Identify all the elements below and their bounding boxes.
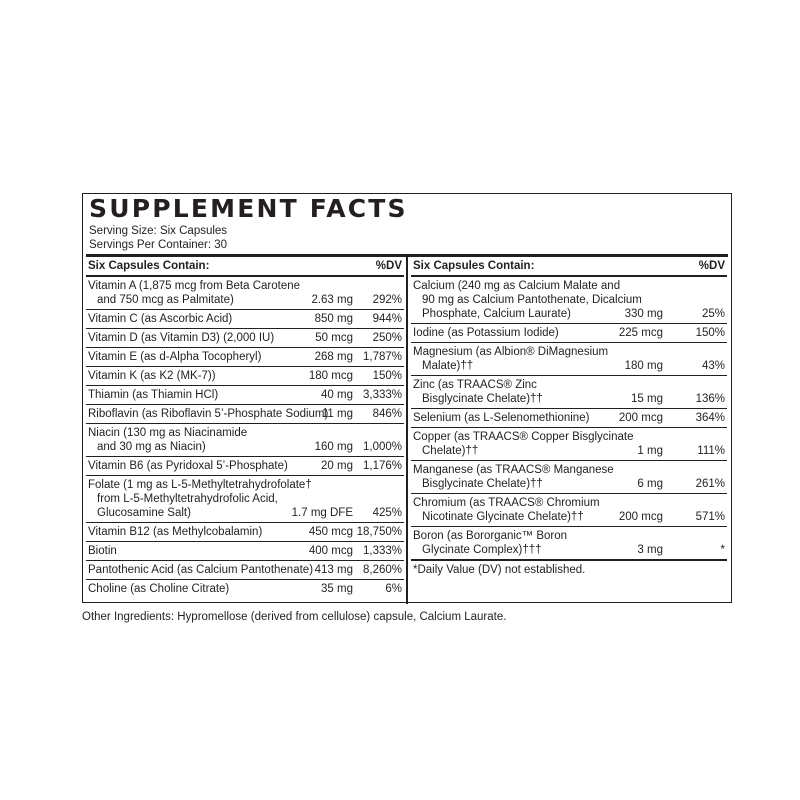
- nutrient-name-line: Vitamin K (as K2 (MK-7)): [88, 370, 216, 382]
- nutrient-name: [411, 409, 727, 427]
- nutrient-amount: 50 mcg: [315, 332, 353, 344]
- other-ingredients: Other Ingredients: Hypromellose (derived from cellulose) capsule, Calcium Laurate.: [82, 611, 507, 623]
- nutrient-name-line: Chromium (as TRAACS® Chromium: [413, 497, 600, 509]
- nutrient-dv: 250%: [372, 332, 402, 344]
- nutrient-amount: 160 mg: [314, 441, 353, 453]
- nutrient-amount: 1.7 mg DFE: [291, 507, 353, 519]
- nutrient-dv: 25%: [701, 308, 725, 320]
- nutrient-amount: 20 mg: [321, 460, 353, 472]
- panel-title: SUPPLEMENT FACTS: [89, 194, 408, 223]
- nutrient-name-line: Copper (as TRAACS® Copper Bisglycinate: [413, 431, 634, 443]
- column-divider: [406, 254, 408, 604]
- nutrient-amount: 180 mg: [624, 360, 663, 372]
- nutrient-name: [86, 476, 404, 522]
- nutrient-name-line: Vitamin A (1,875 mcg from Beta Carotene: [88, 280, 301, 292]
- nutrient-dv: 846%: [372, 408, 402, 420]
- nutrient-dv: 261%: [695, 478, 725, 490]
- nutrient-dv: 6%: [385, 583, 402, 595]
- nutrient-row: [86, 561, 404, 580]
- nutrient-amount: 850 mg: [314, 313, 353, 325]
- nutrient-dv: 944%: [372, 313, 402, 325]
- nutrient-name-line: Choline (as Choline Citrate): [88, 583, 230, 595]
- nutrient-amount: 450 mcg: [308, 526, 353, 538]
- left-header-label: Six Capsules Contain:: [88, 260, 210, 272]
- nutrient-name-line: Selenium (as L-Selenomethionine): [413, 412, 590, 424]
- nutrient-row: [86, 405, 404, 424]
- nutrient-dv: 571%: [695, 511, 725, 523]
- nutrient-amount: 35 mg: [321, 583, 353, 595]
- nutrient-name-line: Manganese (as TRAACS® Manganese: [413, 464, 614, 476]
- nutrient-amount: 225 mcg: [618, 327, 663, 339]
- nutrient-name-line: Pantothenic Acid (as Calcium Pantothenate): [88, 564, 314, 576]
- nutrient-name: [86, 367, 404, 385]
- nutrient-row: [86, 542, 404, 561]
- nutrient-amount: 413 mg: [314, 564, 353, 576]
- nutrient-name-line: Glucosamine Salt): [97, 507, 191, 519]
- nutrient-row: [411, 324, 727, 343]
- nutrient-amount: 15 mg: [631, 393, 663, 405]
- nutrient-name-line: Malate)††: [422, 360, 474, 372]
- nutrient-name: [411, 277, 727, 323]
- right-header-label: Six Capsules Contain:: [413, 260, 535, 272]
- serving-size: Serving Size: Six Capsules: [89, 225, 228, 237]
- nutrient-name-line: Thiamin (as Thiamin HCl): [88, 389, 219, 401]
- nutrient-name-line: Folate (1 mg as L-5-Methyltetrahydrofolate†: [88, 479, 312, 491]
- nutrient-name-line: Phosphate, Calcium Laurate): [422, 308, 571, 320]
- nutrient-amount: 400 mcg: [308, 545, 353, 557]
- servings-per-container: Servings Per Container: 30: [89, 239, 228, 251]
- nutrient-row: [86, 310, 404, 329]
- nutrient-row: [411, 461, 727, 494]
- nutrient-name: [86, 561, 404, 579]
- nutrient-amount: 40 mg: [321, 389, 353, 401]
- nutrient-row: [86, 476, 404, 523]
- nutrient-name: [411, 324, 727, 342]
- nutrient-amount: 200 mcg: [618, 511, 663, 523]
- nutrient-name: [411, 343, 727, 375]
- nutrient-amount: 200 mcg: [618, 412, 663, 424]
- nutrient-name: [86, 329, 404, 347]
- nutrient-name-line: Bisglycinate Chelate)††: [422, 393, 543, 405]
- nutrient-amount: 1 mg: [637, 445, 663, 457]
- left-column-header: [86, 258, 404, 277]
- right-nutrient-rows: [411, 277, 727, 561]
- left-nutrient-column: [86, 258, 404, 598]
- nutrient-dv: 136%: [695, 393, 725, 405]
- nutrient-dv: 43%: [701, 360, 725, 372]
- nutrient-name: [86, 542, 404, 560]
- nutrient-name-line: Iodine (as Potassium Iodide): [413, 327, 559, 339]
- nutrient-name: [411, 461, 727, 493]
- nutrient-name: [86, 457, 404, 475]
- nutrient-name-line: and 30 mg as Niacin): [97, 441, 206, 453]
- nutrient-row: [86, 424, 404, 457]
- nutrient-name: [411, 494, 727, 526]
- nutrient-name-line: Biotin: [88, 545, 117, 557]
- nutrient-name: [86, 424, 404, 456]
- nutrient-dv: 150%: [372, 370, 402, 382]
- nutrient-name-line: and 750 mcg as Palmitate): [97, 294, 234, 306]
- nutrient-amount: 6 mg: [637, 478, 663, 490]
- nutrient-name-line: Vitamin E (as d-Alpha Tocopheryl): [88, 351, 262, 363]
- nutrient-dv: 8,260%: [362, 564, 402, 576]
- nutrient-dv: 425%: [372, 507, 402, 519]
- nutrient-row: [86, 367, 404, 386]
- nutrient-name-line: 90 mg as Calcium Pantothenate, Dicalcium: [422, 294, 642, 306]
- nutrient-row: [86, 457, 404, 476]
- nutrient-name: [411, 428, 727, 460]
- nutrient-amount: 3 mg: [637, 544, 663, 556]
- nutrient-row: [411, 277, 727, 324]
- nutrient-dv: 111%: [697, 445, 725, 457]
- nutrient-name-line: Vitamin C (as Ascorbic Acid): [88, 313, 233, 325]
- nutrient-name-line: Glycinate Complex)†††: [422, 544, 542, 556]
- nutrient-name-line: Magnesium (as Albion® DiMagnesium: [413, 346, 609, 358]
- nutrient-row: [411, 428, 727, 461]
- nutrient-name-line: Riboflavin (as Riboflavin 5’-Phosphate Sodium): [88, 408, 329, 420]
- nutrient-amount: 2.63 mg: [311, 294, 353, 306]
- nutrient-name: [86, 277, 404, 309]
- nutrient-name: [86, 386, 404, 404]
- supplement-facts-panel: [82, 193, 732, 603]
- nutrient-name-line: Chelate)††: [422, 445, 479, 457]
- nutrient-name-line: Vitamin B6 (as Pyridoxal 5’-Phosphate): [88, 460, 288, 472]
- nutrient-amount: 268 mg: [314, 351, 353, 363]
- left-header-dv: %DV: [375, 260, 402, 272]
- nutrient-amount: 330 mg: [624, 308, 663, 320]
- nutrient-row: [86, 523, 404, 542]
- nutrient-name-line: Calcium (240 mg as Calcium Malate and: [413, 280, 621, 292]
- nutrient-row: [411, 494, 727, 527]
- left-nutrient-rows: [86, 277, 404, 598]
- nutrient-dv: 3,333%: [362, 389, 402, 401]
- right-header-dv: %DV: [698, 260, 725, 272]
- nutrient-dv: 150%: [695, 327, 725, 339]
- nutrient-name: [86, 580, 404, 598]
- nutrient-row: [411, 376, 727, 409]
- nutrient-row: [411, 527, 727, 561]
- nutrient-name: [86, 348, 404, 366]
- nutrient-dv: 18,750%: [356, 526, 402, 538]
- nutrient-name-line: Zinc (as TRAACS® Zinc: [413, 379, 537, 391]
- nutrient-row: [86, 580, 404, 598]
- nutrient-amount: 180 mcg: [308, 370, 353, 382]
- nutrient-dv: 1,176%: [362, 460, 402, 472]
- nutrient-name: [86, 405, 404, 423]
- nutrient-name-line: Vitamin D (as Vitamin D3) (2,000 IU): [88, 332, 275, 344]
- nutrient-amount: 11 mg: [321, 408, 353, 420]
- nutrient-name: [411, 376, 727, 408]
- nutrient-dv: 1,787%: [362, 351, 402, 363]
- nutrient-name-line: Bisglycinate Chelate)††: [422, 478, 543, 490]
- nutrient-dv: 292%: [372, 294, 402, 306]
- nutrient-name-line: Niacin (130 mg as Niacinamide: [88, 427, 248, 439]
- nutrient-name-line: Nicotinate Glycinate Chelate)††: [422, 511, 584, 523]
- nutrient-row: [86, 277, 404, 310]
- nutrient-name-line: Boron (as Bororganic™ Boron: [413, 530, 568, 542]
- nutrient-name-line: from L-5-Methyltetrahydrofolic Acid,: [97, 493, 278, 505]
- daily-value-footnote: *Daily Value (DV) not established.: [413, 564, 586, 576]
- nutrient-name: [411, 527, 727, 559]
- nutrient-dv: *: [720, 544, 725, 556]
- nutrient-dv: 1,333%: [362, 545, 402, 557]
- right-nutrient-column: [411, 258, 727, 577]
- nutrient-row: [86, 348, 404, 367]
- nutrient-dv: 1,000%: [362, 441, 402, 453]
- nutrient-dv: 364%: [695, 412, 725, 424]
- nutrient-row: [86, 386, 404, 405]
- nutrient-row: [411, 409, 727, 428]
- nutrient-row: [86, 329, 404, 348]
- nutrient-name: [86, 310, 404, 328]
- nutrient-name-line: Vitamin B12 (as Methylcobalamin): [88, 526, 263, 538]
- nutrient-row: [411, 343, 727, 376]
- right-column-header: [411, 258, 727, 277]
